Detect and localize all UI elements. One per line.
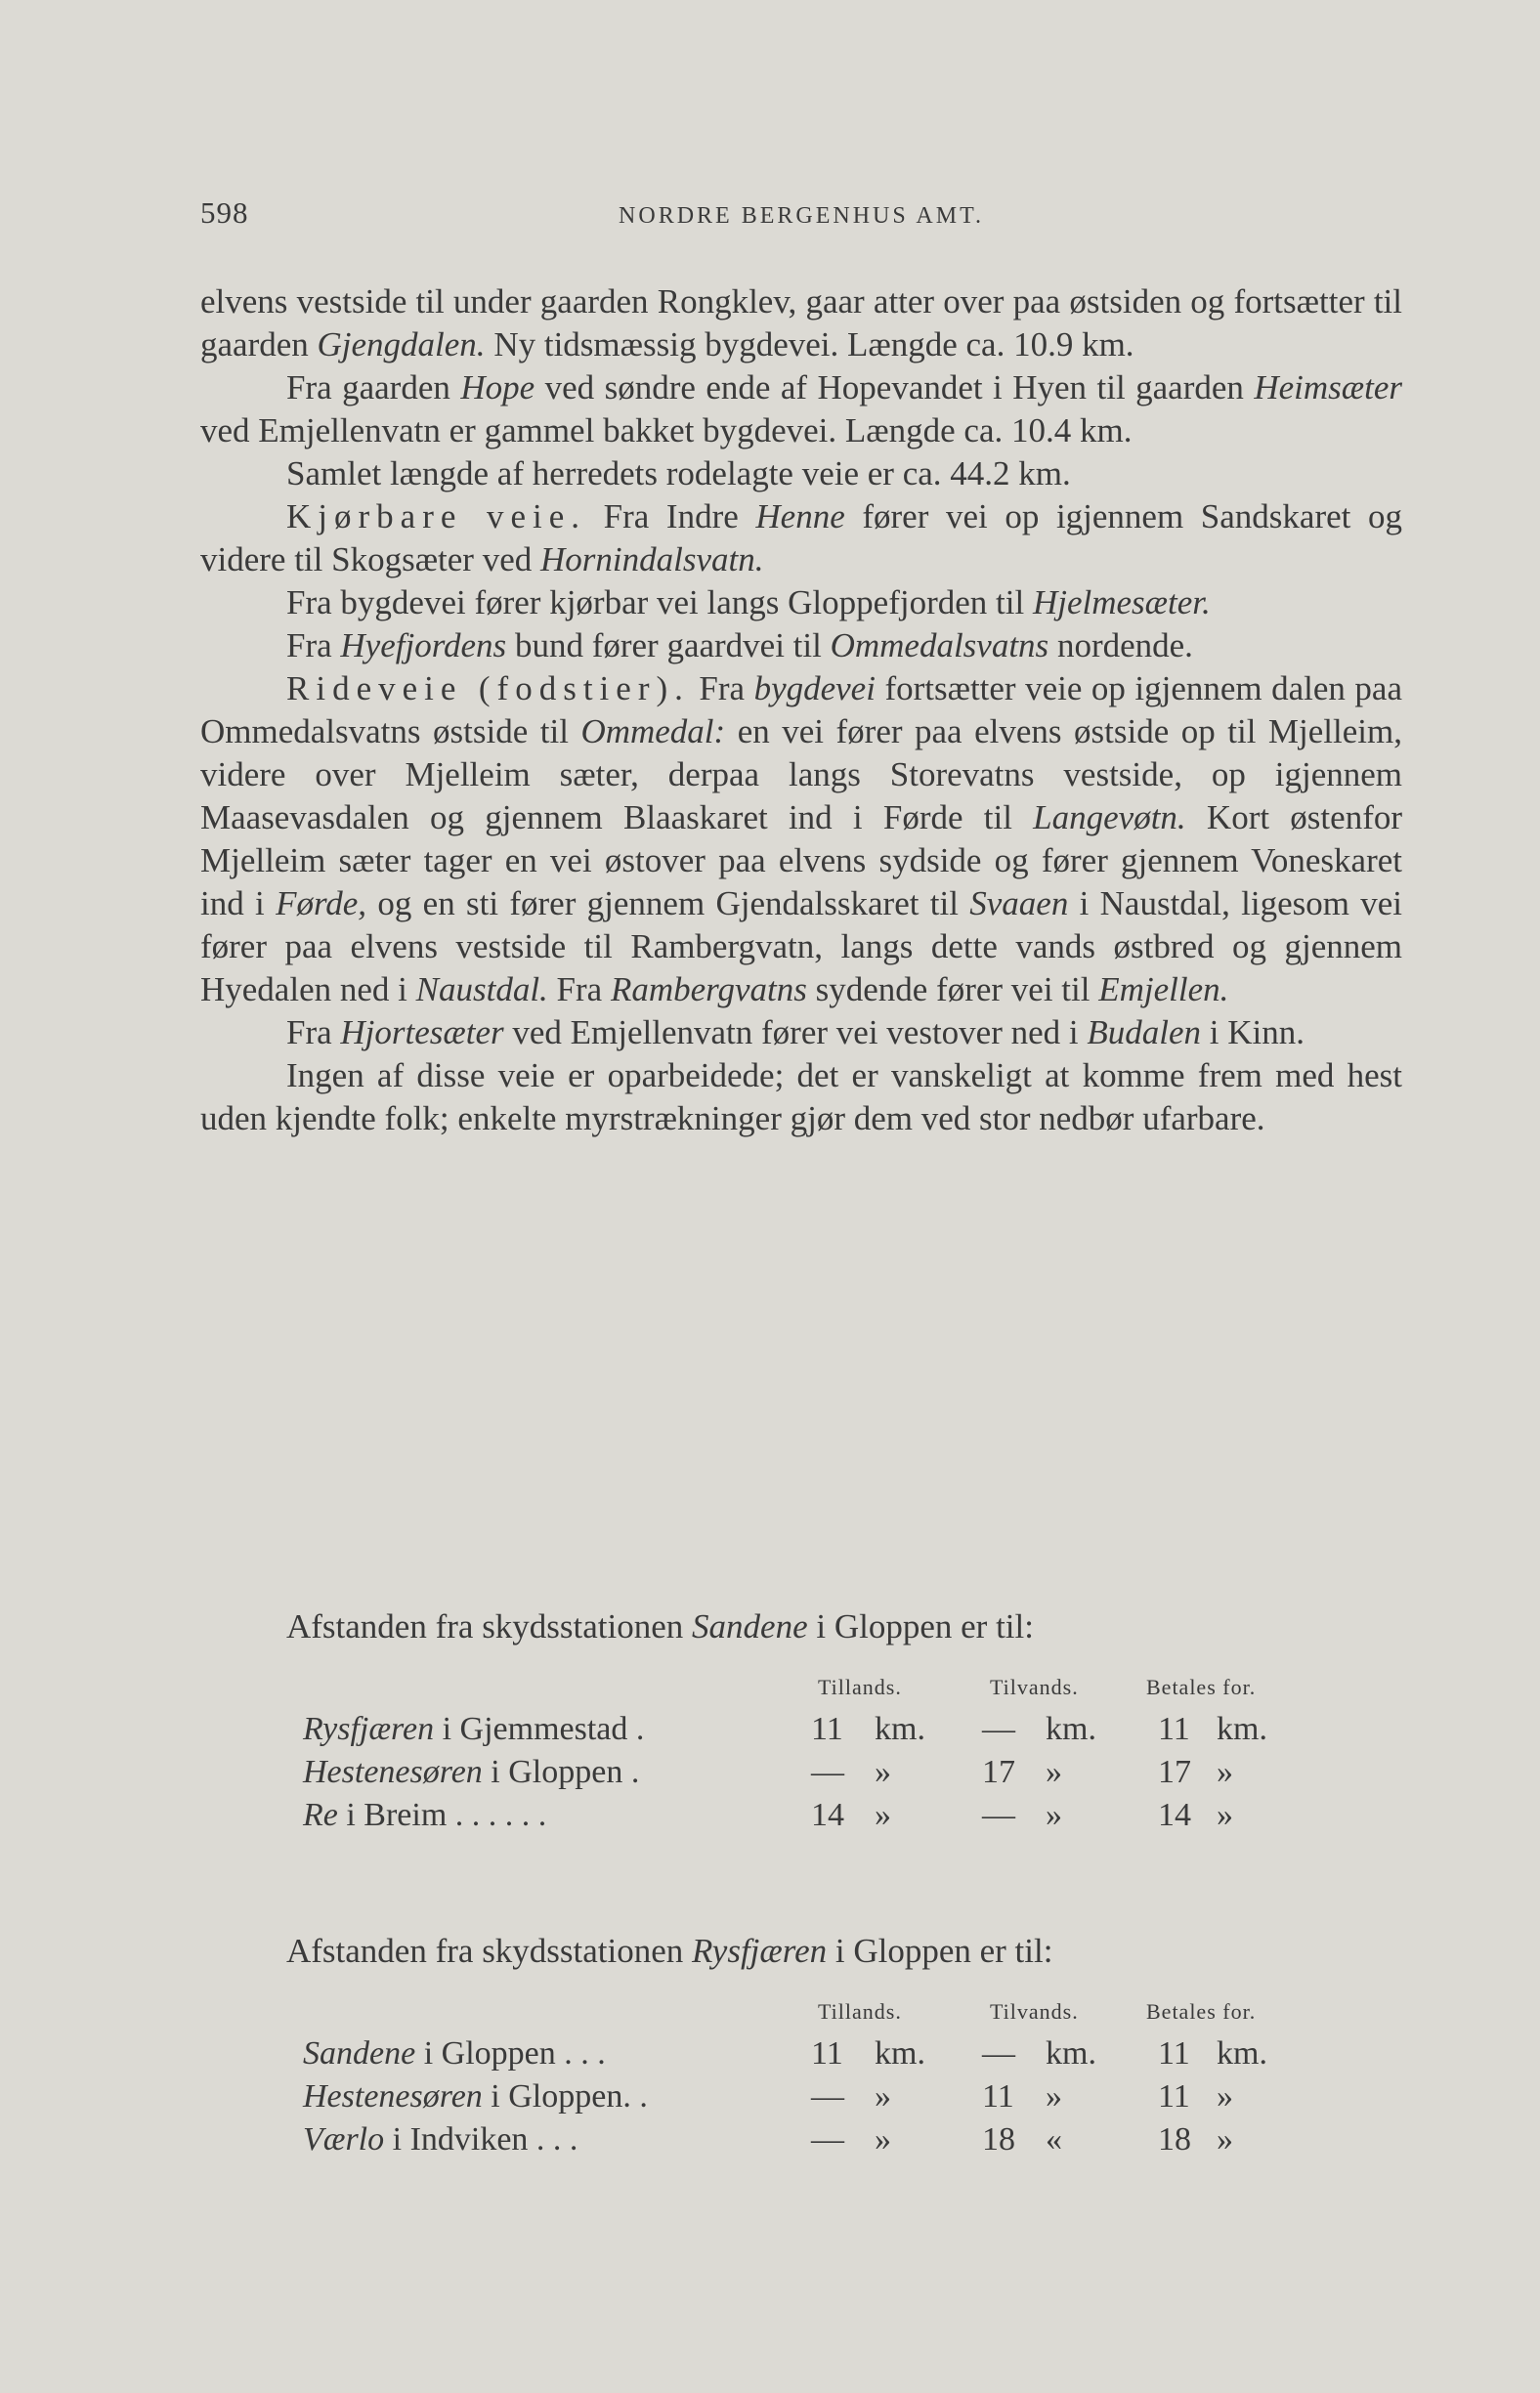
paragraph: Samlet længde af herredets rodelagte veie er ca. 44.2 km. (286, 454, 1071, 492)
column-header: Tilvands. (990, 1999, 1079, 2024)
running-title: NORDRE BERGENHUS AMT. (619, 203, 984, 229)
destination: Rysfjæren i Gjemmestad . (303, 1711, 645, 1747)
destination: Hestenesøren i Gloppen . (303, 1754, 640, 1790)
page-header (200, 195, 1402, 244)
table-row: Værlo i Indviken . . . — » 18 « 18 » (200, 2118, 1402, 2161)
table-row: Sandene i Gloppen . . . 11 km. — km. 11 km. (200, 2032, 1402, 2075)
table-header (200, 1665, 1402, 1708)
destination: Værlo i Indviken . . . (303, 2121, 578, 2158)
section-heading: Kjørbare veie. (286, 497, 587, 535)
column-header: Tillands. (818, 1999, 902, 2024)
column-header: Betales for. (1146, 1999, 1257, 2024)
paragraph: Kjørbare veie. Fra Indre Henne fører vei op igjennem Sandskaret og videre til Skogsæter ved Hornindalsvatn. (200, 497, 1402, 578)
destination: Hestenesøren i Gloppen. . (303, 2078, 648, 2115)
destination: Re i Breim . . . . . . (303, 1797, 547, 1833)
column-header: Tillands. (818, 1675, 902, 1699)
table-row: Rysfjæren i Gjemmestad . 11 km. — km. 11 km. (200, 1708, 1402, 1751)
table-title: Afstanden fra skydsstationen Rysfjæren i Gloppen er til: (286, 1932, 1053, 1970)
page-number: 598 (200, 195, 249, 230)
paragraph: Fra bygdevei fører kjørbar vei langs Gloppefjorden til Hjelmesæter. (286, 583, 1211, 621)
table-row: Hestenesøren i Gloppen . — » 17 » 17 » (200, 1751, 1402, 1794)
distance-table-rysfjaeren (200, 1927, 1402, 2161)
destination: Sandene i Gloppen . . . (303, 2035, 606, 2072)
table-row: Re i Breim . . . . . . 14 » — » 14 » (200, 1794, 1402, 1837)
paragraph: Fra gaarden Hope ved søndre ende af Hopevandet i Hyen til gaarden Heimsæter ved Emjellenvatn er gammel bakket bygdevei. Længde ca. 10.4 km. (200, 368, 1402, 449)
paragraph: Rideveie (fodstier). Fra bygdevei fortsætter veie op igjennem dalen paa Ommedalsvatns østside til Ommedal: en vei fører paa elvens østside op til Mjelleim, videre over Mjelleim sæter, derpaa langs Storevatns vestside, op igjennem Maasevasdalen og gjennem Blaaskaret ind i Førde til Langevøtn. Kort østenfor Mjelleim sæter tager en vei østover paa elvens sydside og fører gjennem Voneskaret ind i Førde, og en sti fører gjennem Gjendalsskaret til Svaaen i Naustdal, ligesom vei fører paa elvens vestside til Rambergvatn, langs dette vands østbred og gjennem Hyedalen ned i Naustdal. Fra Rambergvatns sydende fører vei til Emjellen. (200, 669, 1403, 1008)
column-header: Tilvands. (990, 1675, 1079, 1699)
table-title: Afstanden fra skydsstationen Sandene i Gloppen er til: (286, 1607, 1034, 1645)
section-heading: Rideveie (fodstier). (286, 669, 690, 707)
paragraph: Ingen af disse veie er oparbeidede; det er vanskeligt at komme frem med hest uden kjendte folk; enkelte myrstrækninger gjør dem ved stor nedbør ufarbare. (200, 1056, 1402, 1137)
paragraph: Fra Hjortesæter ved Emjellenvatn fører vei vestover ned i Budalen i Kinn. (286, 1013, 1305, 1051)
table-header (200, 1989, 1402, 2032)
table-row: Hestenesøren i Gloppen. . — » 11 » 11 » (200, 2075, 1402, 2118)
paragraph: Fra Hyefjordens bund fører gaardvei til Ommedalsvatns nordende. (286, 626, 1193, 664)
paragraph: elvens vestside til under gaarden Rongklev, gaar atter over paa østsiden og fortsætter til gaarden Gjengdalen. Ny tidsmæssig bygdevei. Længde ca. 10.9 km. (200, 282, 1402, 363)
column-header: Betales for. (1146, 1675, 1257, 1699)
distance-table-sandene (200, 1602, 1402, 1837)
body-text (200, 280, 1402, 1140)
